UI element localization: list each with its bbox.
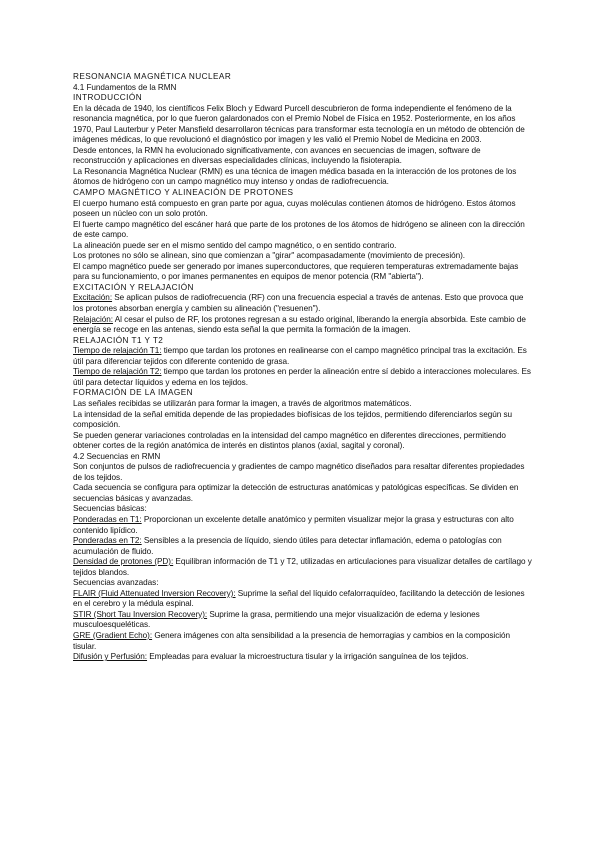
t2-paragraph (73, 367, 535, 388)
basica-pd-label: Densidad de protones (PD): (73, 557, 174, 567)
avanzada-stir-label: STIR (Short Tau Inversion Recovery): (73, 609, 208, 619)
avanzada-gre-label: GRE (Gradient Echo): (73, 630, 153, 640)
avanzada-difusion-label: Difusión y Perfusión: (73, 652, 148, 662)
formacion-heading: FORMACIÓN DE LA IMAGEN (73, 388, 193, 398)
basica-pd (73, 557, 535, 578)
t1-paragraph (73, 346, 535, 367)
avanzada-gre-text: Genera imágenes con alta sensibilidad a la presencia de hemorragias y cambios en la composición tisular. (73, 630, 511, 651)
campo-paragraph-5: El campo magnético puede ser generado por imanes superconductores, que requieren temperaturas extremadamente bajas para su funcionamiento, o por imanes permanentes en equipos de menor potencia (RM "abierta"). (73, 261, 519, 282)
campo-paragraph-4: Los protones no sólo se alinean, sino que comienzan a "girar" acompasadamente (movimiento de precesión). (73, 251, 466, 261)
avanzada-gre (73, 631, 535, 652)
section-4-2-heading: 4.2 Secuencias en RMN (73, 451, 161, 461)
excitacion-paragraph (73, 293, 535, 314)
avanzada-flair (73, 589, 535, 610)
campo-paragraph-3: La alineación puede ser en el mismo sentido del campo magnético, o en sentido contrario. (73, 240, 397, 250)
formacion-paragraph-1: Las señales recibidas se utilizarán para formar la imagen, a través de algoritmos matemáticos. (73, 398, 412, 408)
basica-pd-text: Equilibran información de T1 y T2, utilizadas en articulaciones para visualizar detalles de cartílago y tejidos blandos. (73, 557, 532, 577)
t2-text: tiempo que tardan los protones en perder la alineación entre sí debido a interacciones moleculares. Es útil para detectar líquidos y edema en los tejidos. (73, 367, 531, 387)
t1-text: tiempo que tardan los protones en realinearse con el campo magnético principal tras la excitación. Es útil para diferenciar tejidos con diferente contenido de grasa. (73, 346, 527, 366)
intro-paragraph-3: La Resonancia Magnética Nuclear (RMN) es una técnica de imagen médica basada en la interacción de los protones de los átomos de hidrógeno con un campo magnético muy intenso y ondas de radiofrecuencia. (73, 166, 517, 187)
formacion-paragraph-3: Se pueden generar variaciones controladas en la intensidad del campo magnético en diferentes direcciones, permitiendo obtener cortes de la región anatómica de interés en distintos planos (axial, sagital y coronal). (73, 430, 506, 451)
avanzada-stir-text: Suprime la grasa, permitiendo una mejor visualización de edema y lesiones musculoesqueléticas. (73, 609, 480, 630)
secuencias-avanzadas-heading: Secuencias avanzadas: (73, 578, 159, 588)
basica-t1 (73, 515, 535, 536)
intro-heading: INTRODUCCIÓN (73, 93, 143, 103)
intro-paragraph-2: Desde entonces, la RMN ha evolucionado significativamente, con avances en secuencias de imagen, software de reconstrucción y aplicaciones en diversas especialidades clínicas, incluyendo la fisioterapia. (73, 145, 481, 166)
campo-paragraph-2: El fuerte campo magnético del escáner hará que parte de los protones de los átomos de hidrógeno se alineen con la dirección de este campo. (73, 219, 525, 240)
relajacion-paragraph (73, 315, 535, 336)
t1-label: Tiempo de relajación T1: (73, 346, 162, 356)
relajacion-t1-t2-heading: RELAJACIÓN T1 Y T2 (73, 335, 164, 345)
formacion-paragraph-2: La intensidad de la señal emitida depende de las propiedades biofísicas de los tejidos, permitiendo diferenciarlos según su composición. (73, 409, 512, 430)
excitacion-heading: EXCITACIÓN Y RELAJACIÓN (73, 282, 194, 292)
avanzada-stir (73, 610, 535, 631)
secuencias-paragraph-1: Son conjuntos de pulsos de radiofrecuencia y gradientes de campo magnético diseñados para resaltar diferentes propiedades de los tejidos. (73, 462, 525, 482)
basica-t1-text: Proporcionan un excelente detalle anatómico y permiten visualizar mejor la grasa y estructuras con alto contenido lipídico. (73, 514, 514, 535)
t2-label: Tiempo de relajación T2: (73, 367, 162, 377)
secuencias-basicas-heading: Secuencias básicas: (73, 504, 147, 514)
section-4-1-heading: 4.1 Fundamentos de la RMN (73, 82, 177, 92)
relajacion-label: Relajación: (73, 314, 113, 324)
excitacion-text: Se aplican pulsos de radiofrecuencia (RF) con una frecuencia especial a través de antenas. Esto que provoca que los protones absorban energía y cambien su alineación ("resuenen"). (73, 293, 524, 314)
secuencias-paragraph-2: Cada secuencia se configura para optimizar la detección de estructuras anatómicas y patológicas específicas. Se dividen en secuencias básicas y avanzadas. (73, 483, 519, 503)
document-title: RESONANCIA MAGNÉTICA NUCLEAR (73, 72, 232, 81)
intro-paragraph-1: En la década de 1940, los científicos Felix Bloch y Edward Purcell descubrieron de forma independiente el fenómeno de la resonancia magnética, por lo que fueron galardonados con el Premio Nobel de Física en 1952. Posteriormente, en los años 1970, Paul Lauterbur y Peter Mansfield desarrollaron técnicas para transformar esta tecnología en un método de obtención de imágenes médicas, lo que revolucionó el diagnóstico por imagen y les valió el Premio Nobel de Medicina en 2003. (73, 103, 525, 145)
campo-paragraph-1: El cuerpo humano está compuesto en gran parte por agua, cuyas moléculas contienen átomos de hidrógeno. Estos átomos poseen un núcleo con un solo protón. (73, 198, 516, 219)
excitacion-label: Excitación: (73, 293, 113, 303)
avanzada-flair-text: Suprime la señal del líquido cefalorraquídeo, facilitando la detección de lesiones en el cerebro y la médula espinal. (73, 588, 525, 609)
basica-t2-label: Ponderadas en T2: (73, 536, 142, 546)
avanzada-difusion (73, 652, 535, 663)
campo-heading: CAMPO MAGNÉTICO Y ALINEACIÓN DE PROTONES (73, 188, 294, 198)
basica-t2-text: Sensibles a la presencia de líquido, siendo útiles para detectar inflamación, edema o patologías con acumulación de fluido. (73, 536, 502, 556)
relajacion-text: Al cesar el pulso de RF, los protones regresan a su estado original, liberando la energía absorbida. Este cambio de energía se recoge en las antenas, siendo esta señal la que permita la formación de la imagen. (73, 314, 526, 335)
avanzada-flair-label: FLAIR (Fluid Attenuated Inversion Recovery): (73, 588, 236, 598)
basica-t1-label: Ponderadas en T1: (73, 514, 142, 524)
basica-t2 (73, 536, 535, 557)
document-page (73, 72, 535, 663)
avanzada-difusion-text: Empleadas para evaluar la microestructura tisular y la irrigación sanguínea de los tejidos. (147, 652, 469, 662)
